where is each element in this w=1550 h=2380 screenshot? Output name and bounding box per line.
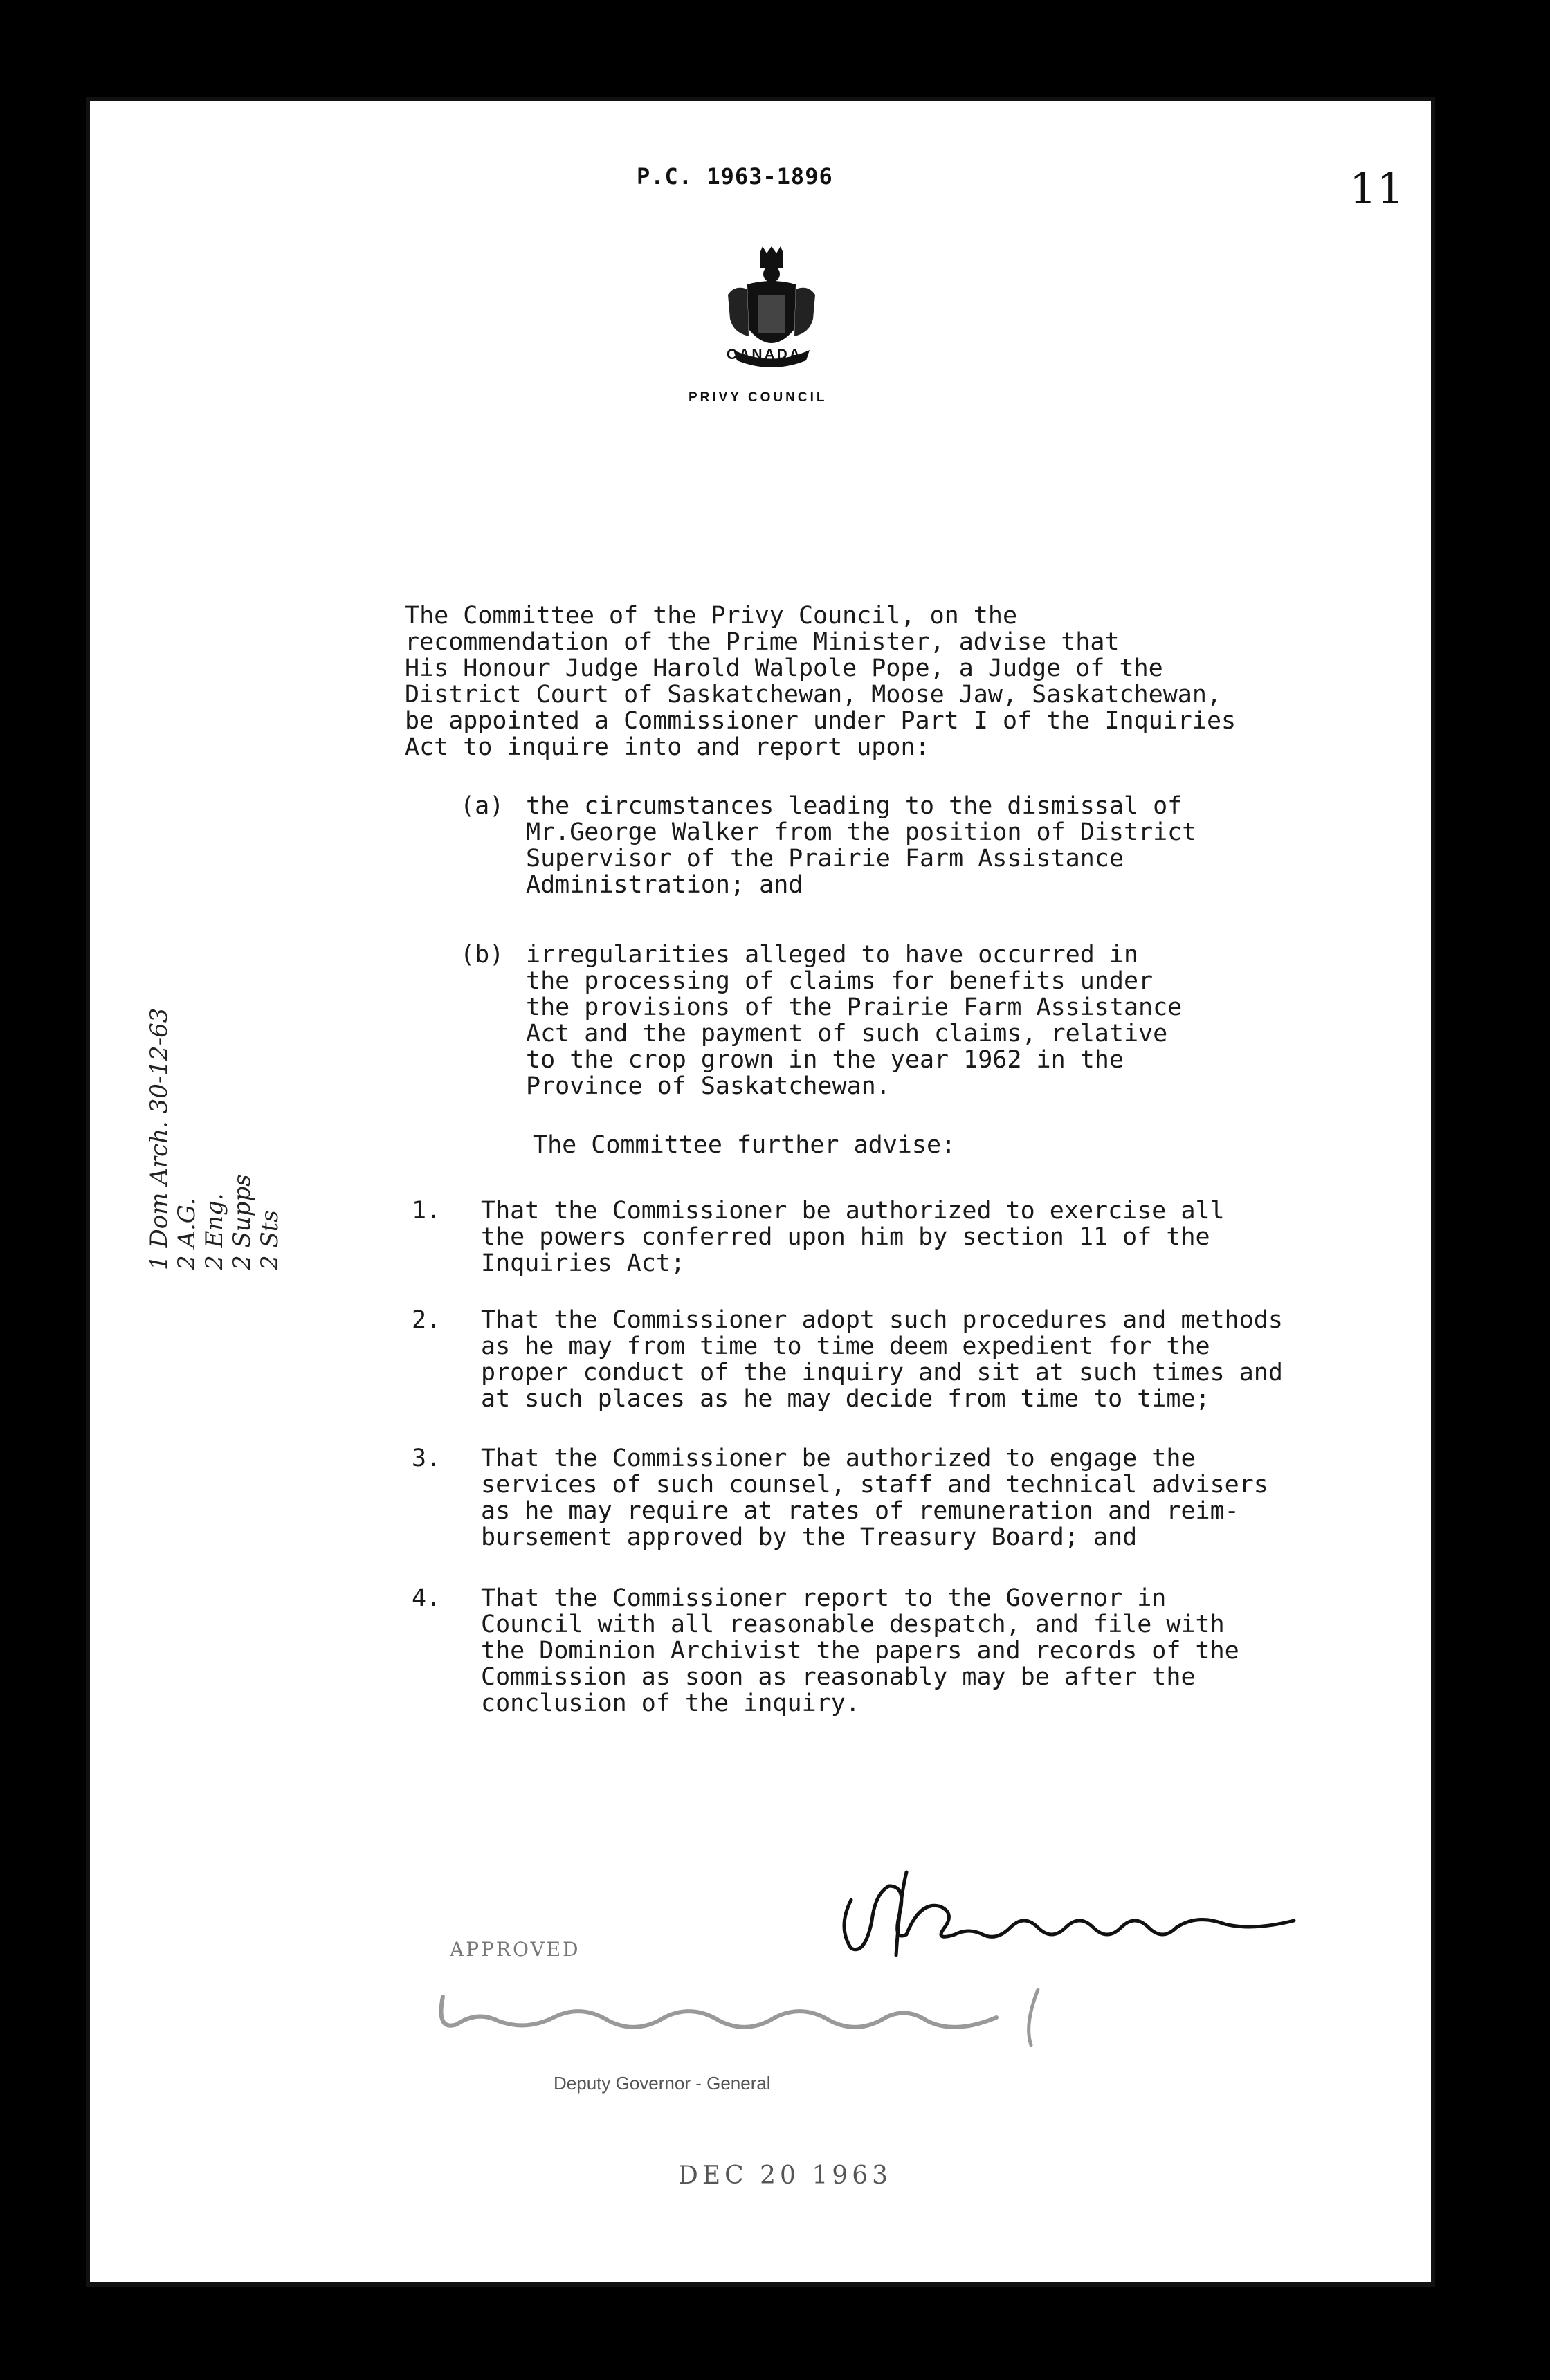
numbered-item-text: That the Commissioner report to the Governor in Council with all reasonable despatch, and file with the Dominion Archivist the papers and records of the Commission as soon as reasonably may be after the conclusion of the inquiry. <box>481 1584 1239 1717</box>
order-number: P.C. 1963-1896 <box>637 163 833 190</box>
coat-of-arms-icon <box>720 212 823 419</box>
numbered-item-label: 3. <box>412 1445 441 1472</box>
subitem-text: the circumstances leading to the dismissal of Mr.George Walker from the position of District Supervisor of the Prairie Farm Assistance Administration; and <box>526 792 1197 899</box>
subitem-label: (b) <box>460 941 504 969</box>
intro-paragraph: The Committee of the Privy Council, on the recommendation of the Prime Minister, advise that His Honour Judge Harold Walpole Pope, a Judge of the District Court of Saskatchewan, Moose Jaw, Saskatchewan, be appointed a Commissioner under Part I of the Inquiries Act to inquire into and report upon: <box>405 602 1237 761</box>
deputy-governor-signature <box>429 1969 1066 2052</box>
numbered-item-label: 2. <box>412 1306 441 1334</box>
country-heading: CANADA <box>727 347 802 363</box>
margin-distribution-note <box>111 945 318 1305</box>
numbered-item-text: That the Commissioner adopt such procedures and methods as he may from time to time deem expedient for the proper conduct of the inquiry and sit at such times and at such places as he may decide from time to time; <box>481 1306 1283 1413</box>
approval-date-stamp: DEC 20 1963 <box>678 2161 892 2190</box>
deputy-governor-title: Deputy Governor - General <box>554 2073 771 2094</box>
numbered-item-text: That the Commissioner be authorized to exercise all the powers conferred upon him by section 11 of the Inquiries Act; <box>481 1197 1225 1277</box>
subitem-label: (a) <box>460 792 504 820</box>
further-advise-heading: The Committee further advise: <box>533 1131 956 1159</box>
page-number: 11 <box>1349 163 1404 214</box>
numbered-item-label: 1. <box>412 1197 441 1225</box>
approved-label: APPROVED <box>450 1938 581 1961</box>
council-heading: PRIVY COUNCIL <box>689 390 828 405</box>
numbered-item-label: 4. <box>412 1584 441 1612</box>
subitem-text: irregularities alleged to have occurred in the processing of claims for benefits under the provisions of the Prairie Farm Assistance Act and the payment of such claims, relative to the crop grown in the year 1962 in the Province of Saskatchewan. <box>526 941 1183 1100</box>
document-page <box>86 97 1435 2287</box>
prime-minister-signature <box>823 1858 1308 1969</box>
margin-note-text: 1 Dom Arch. 30-12-63 2 A.G. 2 Eng. 2 Supps 2 Sts <box>145 1007 284 1270</box>
numbered-item-text: That the Commissioner be authorized to engage the services of such counsel, staff and technical advisers as he may require at rates of remuneration and reim- bursement approved by the Treasury Board; and <box>481 1445 1268 1551</box>
